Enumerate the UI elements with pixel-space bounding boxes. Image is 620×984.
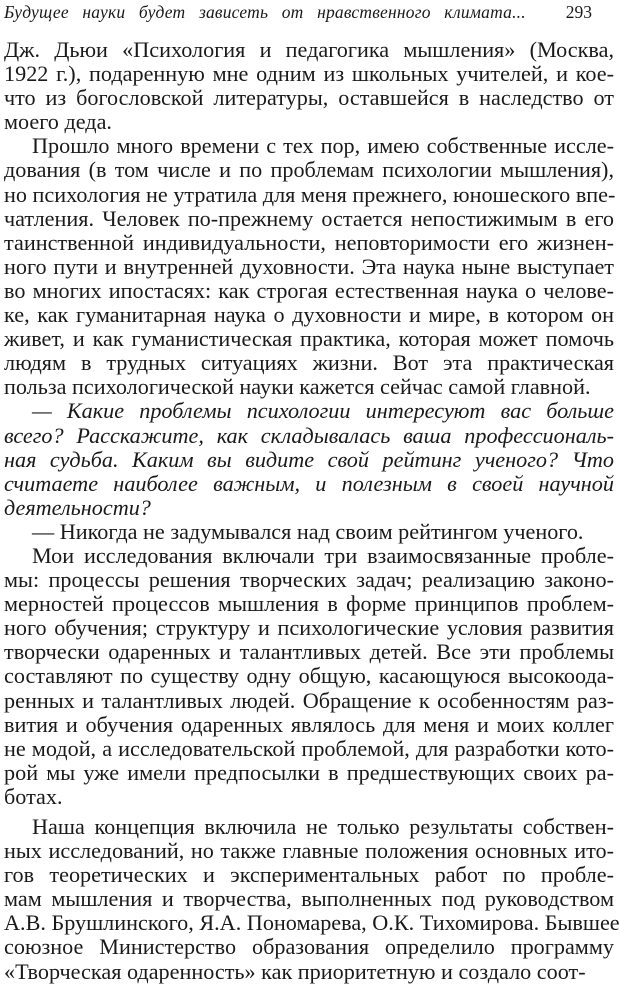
page-number: 293 [565,2,592,22]
text-line: Мои исследования включали три взаимосвязанные пробле- [32,542,614,568]
text-line: ренных и талантливых людей. Обращение к особенностям раз- [4,687,614,713]
text-line: во многих ипостасях: как строгая естественная наука о челове- [4,277,614,303]
paragraph-p6 [4,814,620,984]
text-line: ная судьба. Каким вы видите свой рейтинг ученого? Что [4,446,614,472]
text-line: 1922 г.), подаренную мне одним из школьных учителей, и кое- [4,61,614,87]
text-line: таинственной индивидуальности, неповторимости его жизнен- [4,229,614,255]
text-line: Прошло много времени с тех пор, имею собственные иссле- [32,133,614,159]
paragraph-p1 [4,38,614,134]
text-line: мерностей процессов мышления в форме принципов проблем- [4,591,614,617]
text-line: рой мы уже имели предпосылки в предшествующих своих ра- [4,759,614,785]
text-line: ботах. [4,783,63,809]
text-line: мам мышления и творчества, выполненных под руководством [4,886,614,912]
text-line: гов теоретических и экспериментальных работ по пробле- [4,862,614,888]
paragraph-p2 [4,134,614,399]
text-line: ных исследований, но также главные положения основных ито- [4,838,614,864]
text-line: людям в трудных ситуациях жизни. Вот эта практическая [4,350,614,376]
text-line: ке, как гуманитарная наука о духовности и мире, в котором он [4,302,614,328]
text-line: ного обучения; структуру и психологические условия развития [4,615,614,641]
book-page [4,0,620,984]
text-line: мы: процессы решения творческих задач; реализацию законо- [4,567,614,593]
text-line: творчески одаренных и талантливых детей. Все эти проблемы [4,639,614,665]
text-line: дования (в том числе и по проблемам психологии мышления), [4,157,614,183]
body-text [4,37,620,984]
text-line: — Какие проблемы психологии интересуют вас больше [32,398,614,424]
text-line: чатления. Человек по-прежнему остается непостижимым в его [4,205,614,231]
text-line: ного пути и внутренней духовности. Эта наука ныне выступает [4,253,614,279]
text-line: что из богословской литературы, оставшейся в наследство от [4,85,614,111]
text-line: составляют по существу одну общую, касающуюся высокоода- [4,663,614,689]
text-line: союзное Министерство образования определило программу [4,934,614,960]
page-header [4,0,614,30]
text-line: Наша концепция включила не только результаты собствен- [32,814,614,839]
running-head: Будущее науки будет зависеть от нравственного климата... [4,2,526,22]
paragraph-p4 [4,520,614,544]
text-line: — Никогда не задумывался над своим рейтингом ученого. [32,518,584,544]
text-line: считаете наиболее важным, и полезным в своей научной [4,470,614,496]
text-line: моего деда. [4,109,112,135]
text-line: А.В. Брушлинского, Я.А. Пономарева, О.К. Тихомирова. Бывшее [4,910,620,936]
text-line: всего? Расскажите, как складывалась ваша профессиональ- [4,422,614,448]
paragraph-p5 [4,544,614,809]
text-line: польза психологической науки кажется сейчас самой главной. [4,374,591,400]
text-line: не модой, а исследовательской проблемой, для разработки кото- [4,735,614,761]
text-line: но психология не утратила для меня прежнего, юношеского впе- [4,181,616,207]
text-line: вития и обучения одаренных являлось для меня и моих коллег [4,711,614,737]
text-line: живет, и как гуманистическая практика, которая может помочь [4,326,614,352]
paragraph-p3 [4,399,614,519]
text-line: «Творческая одаренность» как приоритетную и создало соот- [4,958,586,984]
text-line: Дж. Дьюи «Психология и педагогика мышления» (Москва, [4,37,614,62]
text-line: деятельности? [4,494,151,520]
